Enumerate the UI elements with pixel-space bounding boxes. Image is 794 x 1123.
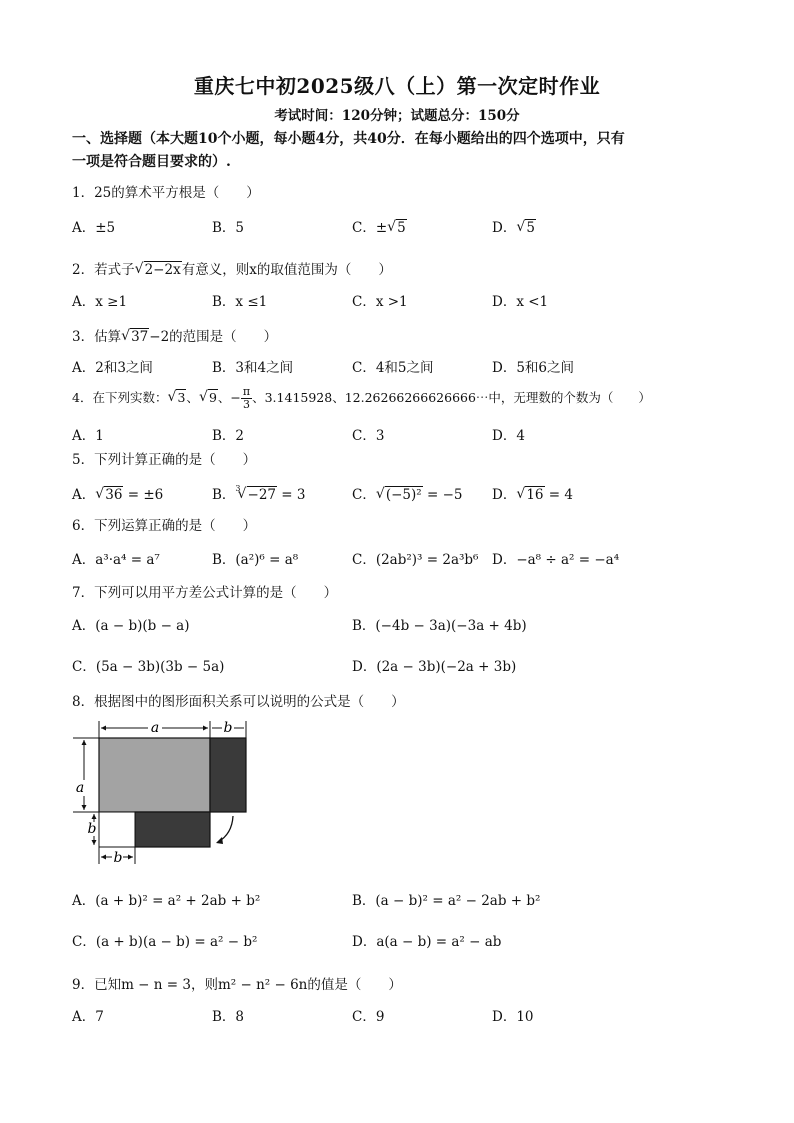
- radicand: 3: [177, 390, 186, 405]
- question-7-option-c[interactable]: C．(5a − 3b)(3b − 5a): [72, 659, 225, 675]
- gray-rectangle-a-by-a: [99, 738, 210, 812]
- question-4-option-b[interactable]: B．2: [212, 428, 245, 444]
- question-2-option-c[interactable]: C．x >1: [352, 294, 408, 310]
- radicand: 5: [526, 220, 535, 236]
- separator: 、−: [217, 390, 241, 405]
- question-3-stem: [72, 325, 732, 345]
- question-8-option-b[interactable]: B．(a − b)² = a² − 2ab + b²: [352, 893, 541, 909]
- question-5-option-c[interactable]: [352, 483, 463, 503]
- arrow-head: [216, 837, 223, 844]
- sqrt-symbol: [376, 487, 423, 503]
- stem-prefix: 2．若式子: [72, 262, 135, 278]
- question-5-option-a[interactable]: [72, 483, 163, 503]
- sqrt-symbol: [516, 487, 544, 503]
- question-7-stem: 7．下列可以用平方差公式计算的是（ ）: [72, 585, 338, 601]
- stem-suffix: −2的范围是（ ）: [149, 329, 278, 345]
- question-6-option-a[interactable]: A．a³·a⁴ = a⁷: [72, 552, 160, 568]
- section-heading: [72, 128, 732, 174]
- curved-arrow-icon: [218, 816, 233, 842]
- dark-rectangle-bottom: [135, 812, 210, 847]
- page-title: 重庆七中初2025级八（上）第一次定时作业: [193, 74, 601, 98]
- label-b-left: b: [87, 821, 97, 837]
- question-9-option-b[interactable]: B．8: [212, 1009, 245, 1025]
- stem-prefix: 4．在下列实数：: [72, 390, 168, 405]
- stem-prefix: 3．估算: [72, 329, 122, 345]
- sqrt-symbol: [199, 390, 218, 405]
- question-8-option-a[interactable]: A．(a + b)² = a² + 2ab + b²: [72, 893, 261, 909]
- question-7-option-a[interactable]: A．(a − b)(b − a): [72, 618, 190, 634]
- option-label: A．: [72, 487, 96, 503]
- dark-rectangle-right: [210, 738, 246, 812]
- result: = 3: [277, 487, 306, 503]
- question-1-stem: 1．25的算术平方根是（ ）: [72, 185, 260, 201]
- sqrt-symbol: [135, 262, 182, 278]
- section-heading-line-1: 一、选择题（本大题10个小题，每小题4分，共40分．在每小题给出的四个选项中，只有: [72, 131, 625, 147]
- question-2-stem: [72, 258, 732, 278]
- stem-suffix: 、3.141592̇8̇、12.26266266626666⋯中，无理数的个数为（ ）: [252, 390, 651, 405]
- question-6-option-d[interactable]: D．−a⁸ ÷ a² = −a⁴: [492, 552, 620, 568]
- sqrt-symbol: [95, 487, 123, 503]
- question-5-option-b[interactable]: [212, 483, 306, 503]
- option-label: C．±: [352, 220, 388, 236]
- question-3-option-b[interactable]: B．3和4之间: [212, 360, 294, 376]
- option-label: C．: [352, 487, 376, 503]
- question-7-option-b[interactable]: B．(−4b − 3a)(−3a + 4b): [352, 618, 527, 634]
- question-3-option-c[interactable]: C．4和5之间: [352, 360, 434, 376]
- question-9-option-c[interactable]: C．9: [352, 1009, 385, 1025]
- label-a-top: a: [150, 720, 160, 736]
- question-8-option-d[interactable]: D．a(a − b) = a² − ab: [352, 934, 502, 950]
- radicand: 36: [105, 487, 123, 503]
- sqrt-symbol: [387, 220, 407, 236]
- area-diagram: [70, 718, 260, 868]
- root-index: 3: [235, 484, 241, 493]
- question-2-option-b[interactable]: B．x ≤1: [212, 294, 268, 310]
- question-7-option-d[interactable]: D．(2a − 3b)(−2a + 3b): [352, 659, 517, 675]
- arrow-head: [82, 740, 87, 745]
- question-9-option-a[interactable]: A．7: [72, 1009, 104, 1025]
- label-b-bottom: b: [113, 850, 123, 866]
- question-8-option-c[interactable]: C．(a + b)(a − b) = a² − b²: [72, 934, 258, 950]
- arrow-head: [101, 855, 106, 860]
- radicand: 2−2x: [144, 262, 181, 278]
- question-5-option-d[interactable]: [492, 483, 573, 503]
- question-1-option-b[interactable]: B．5: [212, 220, 245, 236]
- question-5-stem: 5．下列计算正确的是（ ）: [72, 452, 257, 468]
- stem-suffix: 有意义，则x的取值范围为（ ）: [181, 262, 392, 278]
- sqrt-symbol: [516, 220, 536, 236]
- separator: 、: [186, 390, 199, 405]
- exam-info: 考试时间：120分钟；试题总分：150分: [274, 108, 520, 124]
- question-6-option-b[interactable]: B．(a²)⁶ = a⁸: [212, 552, 299, 568]
- cube-root-symbol: [238, 487, 278, 503]
- question-1-option-c[interactable]: [352, 216, 407, 236]
- question-2-option-a[interactable]: A．x ≥1: [72, 294, 128, 310]
- question-3-option-a[interactable]: A．2和3之间: [72, 360, 153, 376]
- question-4-option-c[interactable]: C．3: [352, 428, 385, 444]
- fraction: [241, 386, 252, 411]
- result: = ±6: [123, 487, 164, 503]
- arrow-head: [203, 726, 208, 731]
- option-label: D．: [492, 220, 517, 236]
- arrow-head: [101, 726, 106, 731]
- result: = 4: [544, 487, 573, 503]
- radicand: (−5)²: [385, 487, 422, 503]
- sqrt-symbol: [121, 329, 149, 345]
- radicand: −27: [247, 487, 277, 503]
- label-a-left: a: [75, 780, 85, 796]
- question-2-option-d[interactable]: D．x <1: [492, 294, 549, 310]
- radicand: 16: [526, 487, 544, 503]
- section-heading-line-2: 一项是符合题目要求的）.: [72, 154, 231, 170]
- question-9-stem: 9．已知m − n = 3，则m² − n² − 6n的值是（ ）: [72, 977, 402, 993]
- question-4-option-d[interactable]: D．4: [492, 428, 525, 444]
- numerator: π: [242, 385, 251, 398]
- radicand: 9: [208, 390, 217, 405]
- white-square-b-by-b: [99, 812, 135, 847]
- radicand: 5: [397, 220, 406, 236]
- arrow-head: [128, 855, 133, 860]
- sqrt-symbol: [167, 390, 186, 405]
- question-1-option-a[interactable]: A．±5: [72, 220, 116, 236]
- result: = −5: [422, 487, 463, 503]
- arrow-head: [82, 805, 87, 810]
- denominator: 3: [242, 398, 250, 411]
- question-1-option-d[interactable]: [492, 216, 536, 236]
- question-4-option-a[interactable]: A．1: [72, 428, 104, 444]
- question-4-stem: [72, 386, 732, 411]
- arrow-head: [92, 814, 97, 819]
- label-b-top: b: [223, 720, 233, 736]
- question-9-option-d[interactable]: D．10: [492, 1009, 534, 1025]
- question-8-stem: 8．根据图中的图形面积关系可以说明的公式是（ ）: [72, 694, 405, 710]
- question-6-stem: 6．下列运算正确的是（ ）: [72, 518, 257, 534]
- arrow-head: [92, 840, 97, 845]
- option-label: B．: [212, 487, 236, 503]
- question-6-option-c[interactable]: C．(2ab²)³ = 2a³b⁶: [352, 552, 479, 568]
- option-label: D．: [492, 487, 517, 503]
- radicand: 37: [131, 329, 149, 345]
- question-3-option-d[interactable]: D．5和6之间: [492, 360, 575, 376]
